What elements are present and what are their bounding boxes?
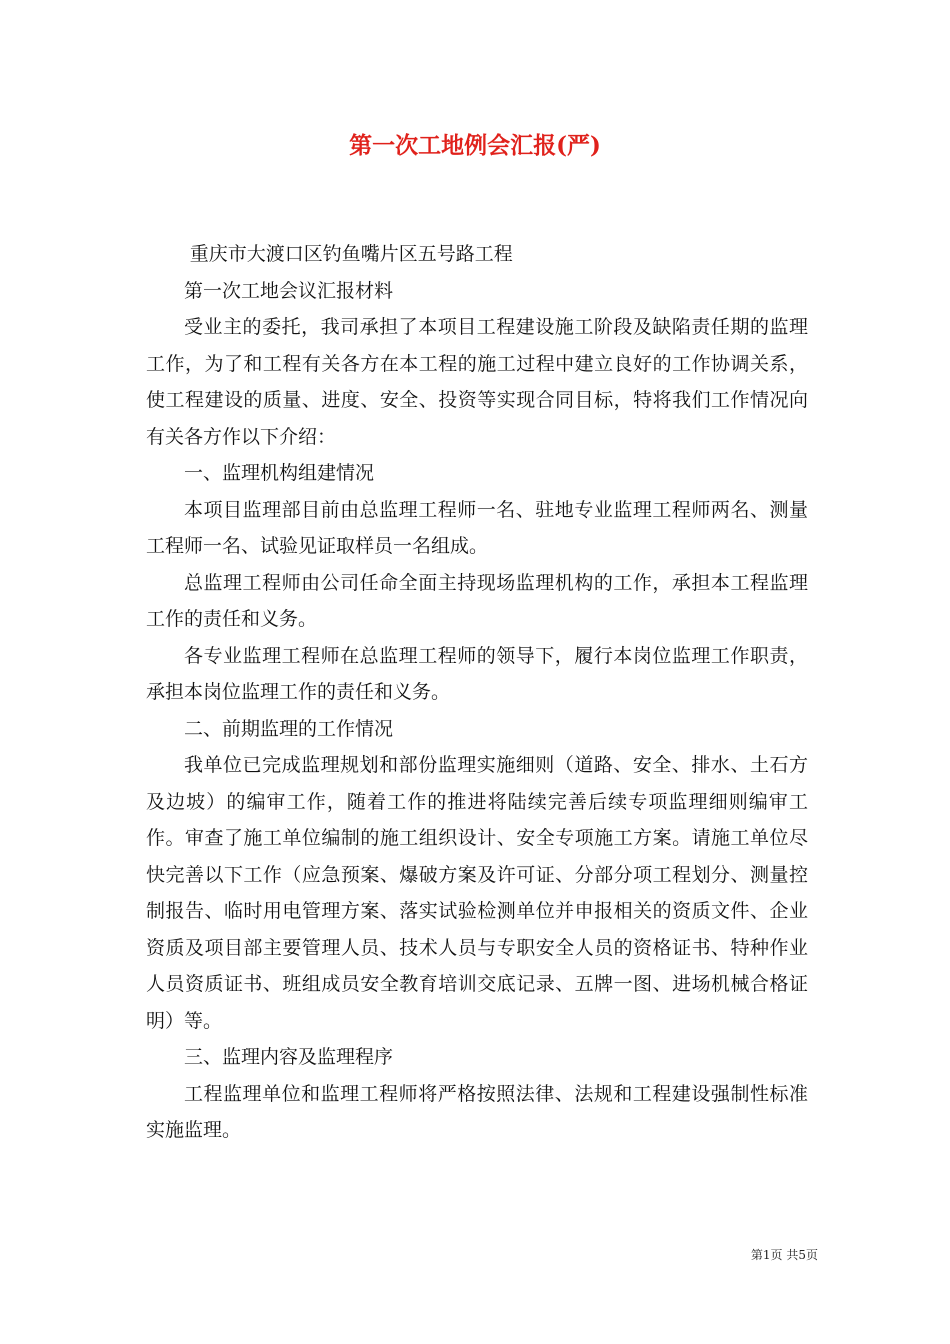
document-body: [146, 236, 808, 1149]
paragraph-specialist-engineers: 各专业监理工程师在总监理工程师的领导下，履行本岗位监理工作职责，承担本岗位监理工作的责任和义务。: [146, 644, 808, 703]
section-heading-3: 三、监理内容及监理程序: [184, 1046, 394, 1068]
paragraph-chief-engineer: 总监理工程师由公司任命全面主持现场监理机构的工作，承担本工程监理工作的责任和义务。: [146, 571, 808, 630]
paragraph-supervision: 工程监理单位和监理工程师将严格按照法律、法规和工程建设强制性标准实施监理。: [146, 1082, 808, 1141]
paragraph-staff: 本项目监理部目前由总监理工程师一名、驻地专业监理工程师两名、测量工程师一名、试验见证取样员一名组成。: [146, 498, 808, 557]
footer-prefix: 第: [750, 1248, 763, 1262]
section-heading-1: 一、监理机构组建情况: [184, 462, 375, 484]
footer-page-number: 1: [762, 1248, 771, 1262]
page-footer: [708, 1245, 818, 1265]
paragraph-preliminary-work: 我单位已完成监理规划和部份监理实施细则（道路、安全、排水、土石方及边坡）的编审工作，随着工作的推进将陆续完善后续专项监理细则编审工作。审查了施工单位编制的施工组织设计、安全专项施工方案。请施工单位尽快完善以下工作（应急预案、爆破方案及许可证、分部分项工程划分、测量控制报告、临时用电管理方案、落实试验检测单位并申报相关的资质文件、企业资质及项目部主要管理人员、技术人员与专职安全人员的资格证书、特种作业人员资质证书、班组成员安全教育培训交底记录、五牌一图、进场机械合格证明）等。: [146, 754, 808, 1032]
paragraph-intro: 受业主的委托，我司承担了本项目工程建设施工阶段及缺陷责任期的监理工作，为了和工程有关各方在本工程的施工过程中建立良好的工作协调关系，使工程建设的质量、进度、安全、投资等实现合同目标，特将我们工作情况向有关各方作以下介绍：: [146, 316, 808, 448]
section-heading-2: 二、前期监理的工作情况: [184, 717, 394, 740]
footer-total-pages: 5: [798, 1248, 806, 1262]
document-title: 第一次工地例会汇报(严): [349, 132, 601, 159]
paragraph-subtitle: 第一次工地会议汇报材料: [184, 279, 394, 302]
footer-middle: 页 共: [770, 1248, 799, 1262]
paragraph-project-name: 重庆市大渡口区钓鱼嘴片区五号路工程: [189, 243, 513, 265]
footer-suffix: 页: [805, 1248, 818, 1262]
